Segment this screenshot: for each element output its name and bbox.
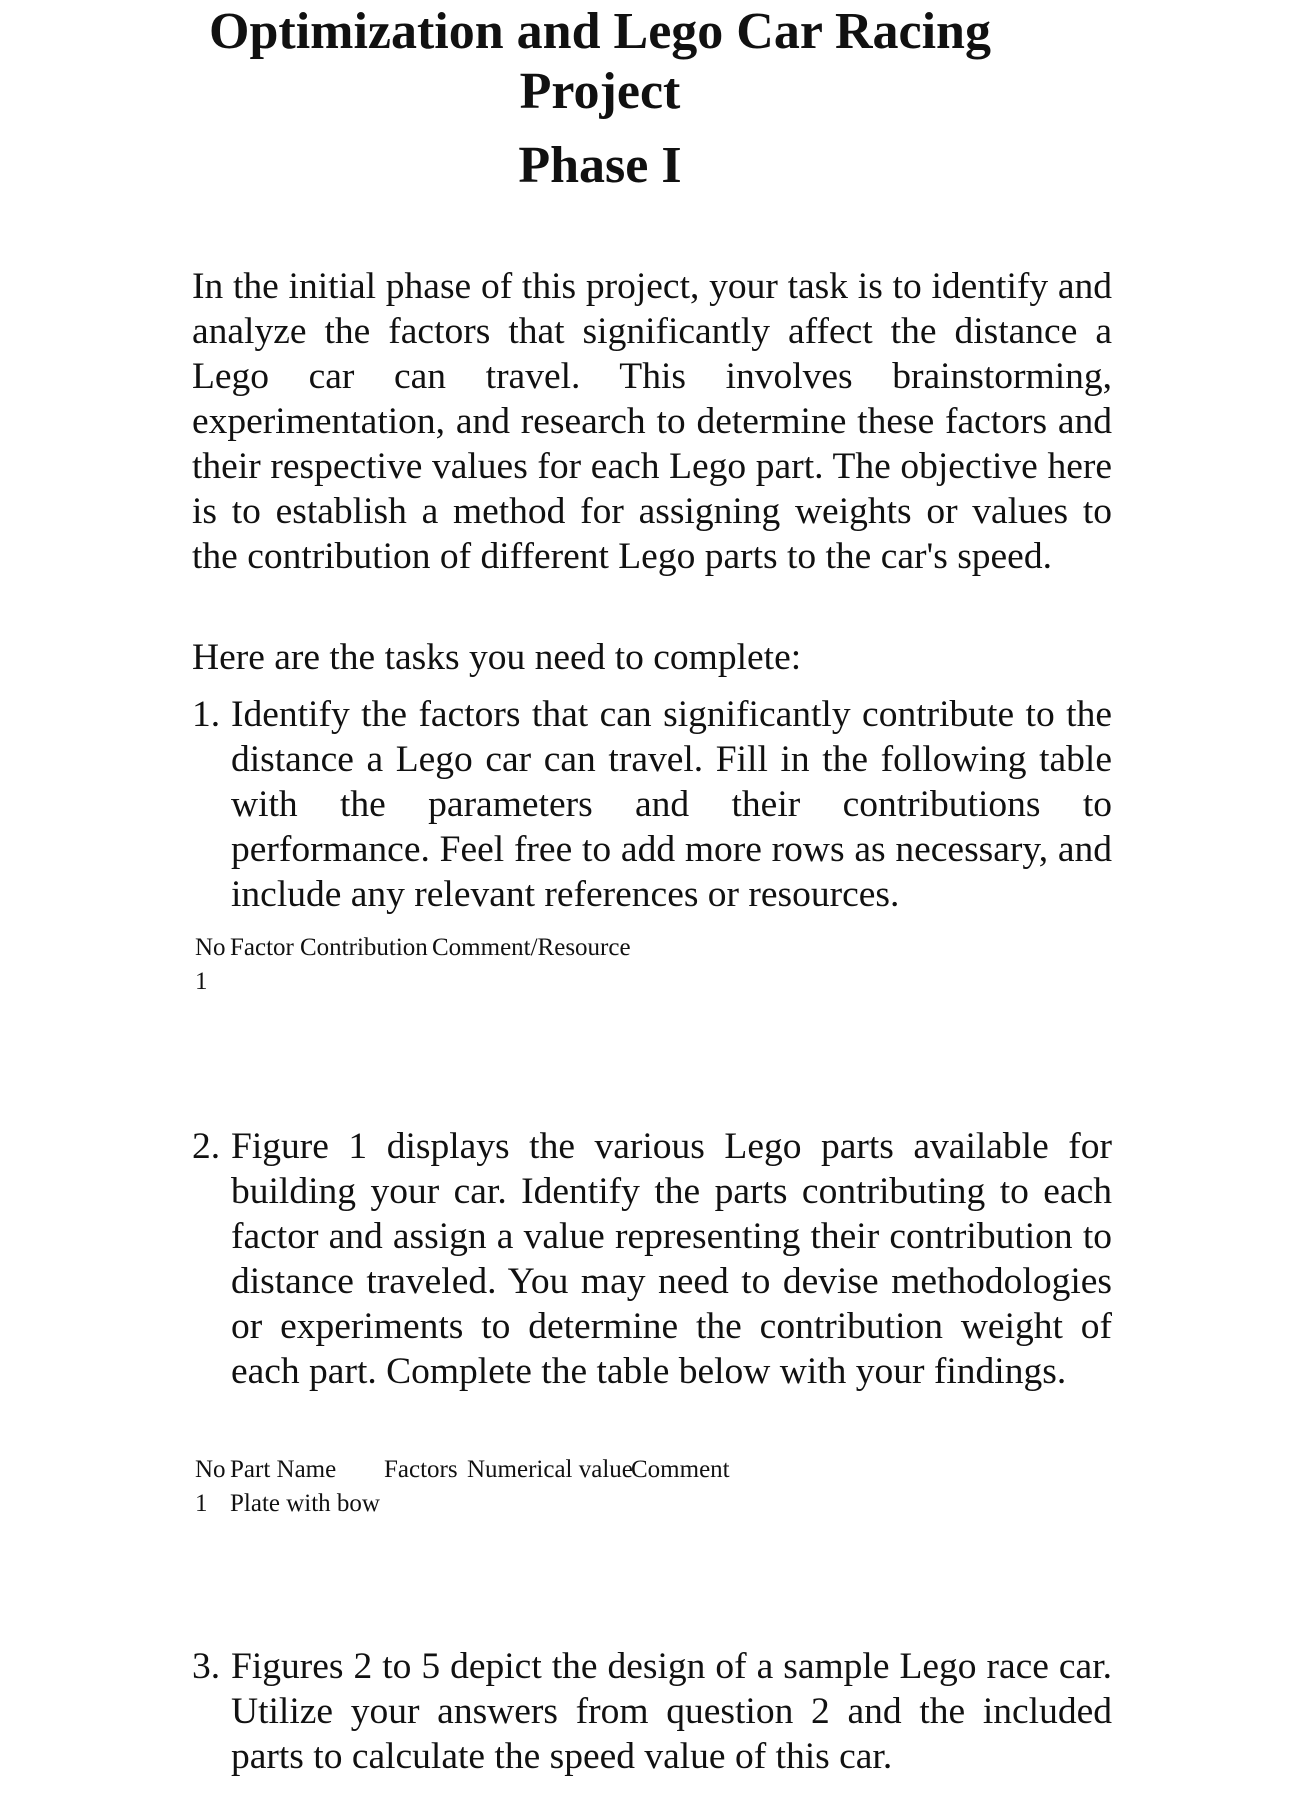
table-header-comment: Comment — [631, 1456, 730, 1483]
table-cell-no: 1 — [195, 1490, 208, 1517]
table-header-part-name: Part Name — [230, 1456, 337, 1483]
question-2-text: Figure 1 displays the various Lego parts available for building your car. Identify the parts contributing to each factor and assign a value representing their contribution to distance traveled. You may need to devise methodologies or experiments to determine the contribution weight of each part. Complete the table below with your findings. — [231, 1126, 1112, 1392]
intro-paragraph: In the initial phase of this project, your task is to identify and analyze the factors that significantly affect the distance a Lego car can travel. This involves brainstorming, experimentation, and research to determine these factors and their respective values for each Lego part. The objective here is to establish a method for assigning weights or values to the contribution of different Lego parts to the car's speed. — [192, 266, 1112, 577]
question-3-text: Figures 2 to 5 depict the design of a sample Lego race car. Utilize your answers from question 2 and the included parts to calculate the speed value of this car. — [231, 1646, 1112, 1777]
table-header-no: No — [195, 1456, 226, 1483]
phase-heading: Phase I — [518, 137, 682, 194]
document-title-continued: Project — [519, 63, 681, 120]
question-2-number: 2. — [192, 1126, 221, 1167]
table-cell-no: 1 — [195, 968, 208, 995]
question-3-number: 3. — [192, 1646, 221, 1687]
tasks-heading: Here are the tasks you need to complete: — [192, 637, 802, 678]
table-header-factors: Factors — [384, 1456, 458, 1483]
question-1 — [192, 692, 1112, 917]
question-1-number: 1. — [192, 694, 221, 735]
document-title: Optimization and Lego Car Racing — [209, 3, 991, 60]
table-header-numerical-value: Numerical value — [467, 1456, 633, 1483]
table-header-factor: Factor — [230, 934, 294, 961]
question-2 — [192, 1124, 1112, 1394]
question-3 — [192, 1644, 1112, 1779]
question-1-text: Identify the factors that can significantly contribute to the distance a Lego car can travel. Fill in the following table with the parameters and their contributions to performance. Feel free to add more rows as necessary, and include any relevant references or resources. — [231, 694, 1112, 915]
table-header-comment-resource: Comment/Resource — [432, 934, 631, 961]
table-header-contribution: Contribution — [300, 934, 428, 961]
table-cell-part-name: Plate with bow — [230, 1490, 380, 1517]
table-header-no: No — [195, 934, 226, 961]
